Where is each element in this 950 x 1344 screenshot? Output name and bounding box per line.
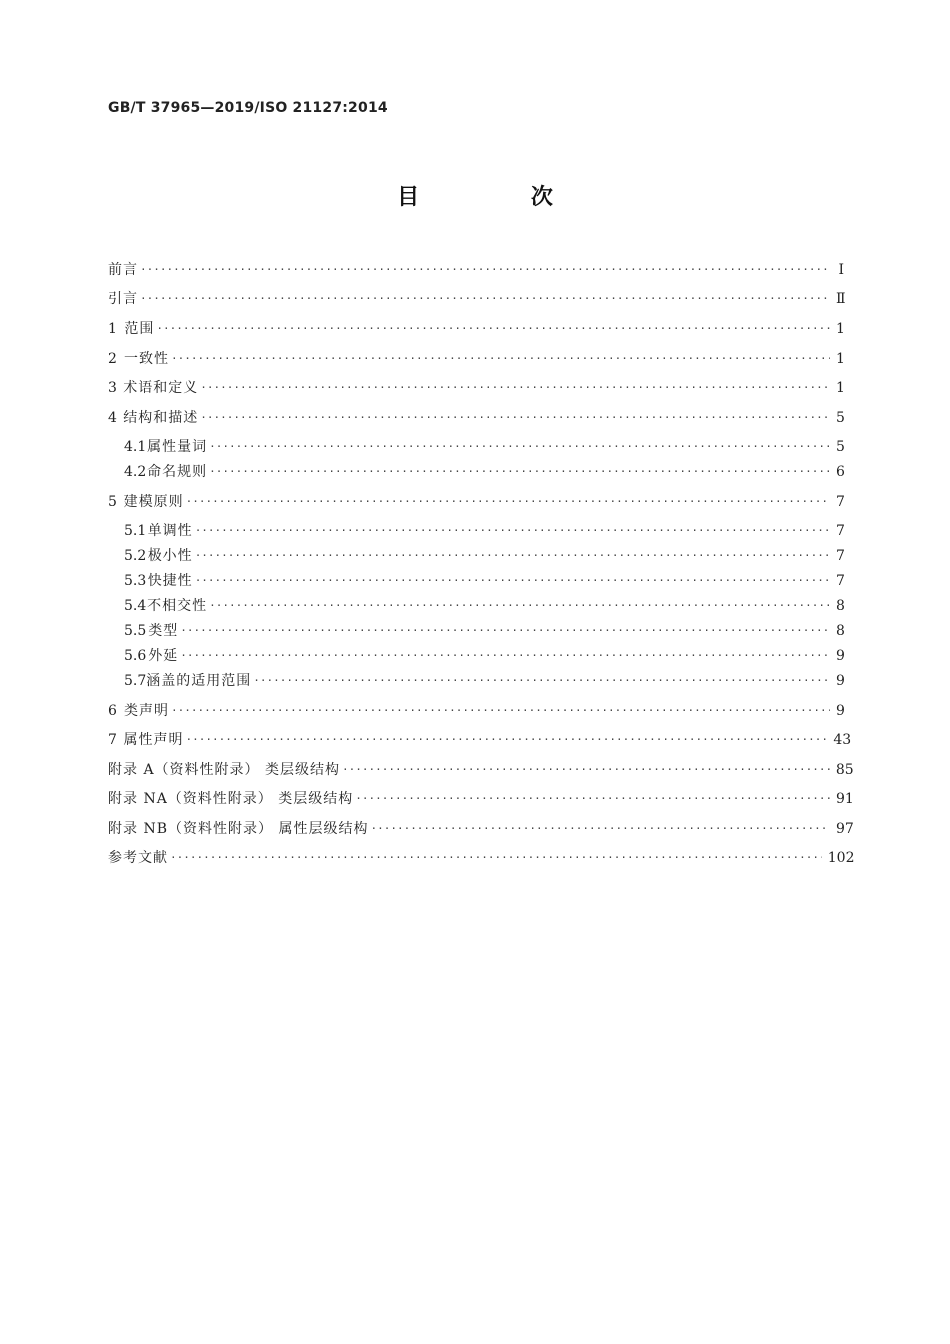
toc-entry-bibliography[interactable] [108,847,855,869]
toc-entry-title: 快捷性 [147,573,193,589]
toc-entry-page: 1 [836,321,845,337]
toc-entry-annex-na[interactable] [108,788,854,810]
standard-code-header: GB/T 37965—2019/ISO 21127:2014 [108,100,388,116]
dot-leader [171,348,830,370]
toc-entry-number: 5.5 [124,623,147,639]
toc-entry-title: 属性量词 [147,439,208,455]
toc-entry-number: 1 [108,321,117,337]
toc-entry-5-3[interactable] [124,570,844,592]
toc-entry-page: 5 [836,439,845,455]
toc-entry-page: Ⅰ [838,262,844,278]
dot-leader [186,491,830,513]
toc-entry-title: 附录 NA（资料性附录） 类层级结构 [108,791,354,807]
dot-leader [140,288,830,310]
toc-entry-page: 9 [836,703,845,719]
toc-entry-page: 8 [836,598,845,614]
toc-entry-title: 引言 [108,291,138,307]
toc-entry-title: 不相交性 [147,598,208,614]
page-title: 目 次 [397,185,605,210]
toc-entry-number: 4.1 [124,439,147,455]
toc-entry-annex-nb[interactable] [108,818,854,840]
toc-entry-page: 1 [836,380,845,396]
toc-entry-7[interactable] [108,729,852,751]
toc-entry-title: 单调性 [147,523,193,539]
toc-entry-5-2[interactable] [124,545,844,567]
toc-entry-3[interactable] [108,377,844,399]
toc-entry-number: 5.4 [124,598,147,614]
dot-leader [171,700,830,722]
table-of-contents [108,0,855,1344]
dot-leader [209,595,830,617]
toc-entry-introduction[interactable] [108,288,844,310]
toc-entry-5-1[interactable] [124,520,844,542]
toc-entry-title: 术语和定义 [123,380,199,396]
toc-entry-number: 3 [108,380,117,396]
toc-entry-number: 4.2 [124,464,147,480]
toc-entry-number: 5 [108,494,117,510]
dot-leader [200,377,830,399]
toc-entry-page: 6 [836,464,845,480]
dot-leader [342,759,830,781]
toc-entry-page: 5 [836,410,845,426]
toc-entry-number: 5.1 [124,523,147,539]
toc-entry-title: 附录 A（资料性附录） 类层级结构 [108,762,341,778]
toc-entry-4[interactable] [108,407,844,429]
toc-entry-page: 8 [836,623,845,639]
toc-entry-title: 一致性 [123,351,169,367]
dot-leader [370,818,830,840]
toc-entry-title: 前言 [108,262,138,278]
dot-leader [253,670,830,692]
toc-entry-title: 建模原则 [123,494,184,510]
toc-entry-title: 结构和描述 [123,410,199,426]
toc-entry-6[interactable] [108,700,844,722]
dot-leader [195,570,830,592]
dot-leader [209,461,830,483]
toc-entry-page: 43 [833,732,852,748]
dot-leader [180,645,830,667]
toc-entry-number: 4 [108,410,117,426]
dot-leader [170,847,822,869]
toc-entry-number: 5.2 [124,548,147,564]
toc-entry-title: 类型 [148,623,179,639]
toc-entry-5[interactable] [108,491,844,513]
toc-entry-number: 5.3 [124,573,147,589]
toc-entry-page: 7 [836,523,845,539]
toc-entry-4-2[interactable] [124,461,844,483]
toc-entry-5-6[interactable] [124,645,844,667]
toc-entry-number: 2 [108,351,117,367]
toc-entry-annex-a[interactable] [108,759,854,781]
dot-leader [186,729,828,751]
toc-entry-1[interactable] [108,318,844,340]
dot-leader [140,259,830,281]
toc-entry-5-4[interactable] [124,595,844,617]
toc-entry-page: 7 [836,548,845,564]
toc-entry-page: 9 [836,673,845,689]
toc-entry-5-7[interactable] [124,670,844,692]
toc-entry-page: 1 [836,351,845,367]
toc-entry-number: 5.7 [124,673,147,689]
toc-entry-number: 6 [108,703,117,719]
toc-entry-5-5[interactable] [124,620,844,642]
dot-leader [156,318,830,340]
toc-entry-foreword[interactable] [108,259,844,281]
toc-entry-number: 5.6 [124,648,147,664]
toc-entry-title: 类声明 [123,703,169,719]
dot-leader [209,436,830,458]
toc-entry-4-1[interactable] [124,436,844,458]
toc-entry-title: 属性声明 [123,732,184,748]
toc-entry-page: 9 [836,648,845,664]
toc-entry-page: 102 [827,850,855,866]
toc-entry-page: 7 [836,573,845,589]
toc-entry-2[interactable] [108,348,844,370]
toc-entry-number: 7 [108,732,117,748]
toc-entry-title: 附录 NB（资料性附录） 属性层级结构 [108,821,369,837]
dot-leader [195,545,830,567]
toc-entry-page: 85 [835,762,854,778]
dot-leader [355,788,830,810]
toc-entry-page: 7 [836,494,845,510]
toc-entry-page: Ⅱ [836,291,846,307]
toc-entry-title: 命名规则 [147,464,208,480]
dot-leader [195,520,830,542]
toc-entry-page: 97 [836,821,854,837]
toc-entry-title: 极小性 [147,548,193,564]
toc-entry-title: 参考文献 [108,850,168,866]
toc-entry-title: 范围 [124,321,155,337]
dot-leader [200,407,830,429]
toc-entry-title: 外延 [148,648,179,664]
toc-entry-title: 涵盖的适用范围 [146,673,252,689]
dot-leader [180,620,830,642]
toc-entry-page: 91 [836,791,854,807]
